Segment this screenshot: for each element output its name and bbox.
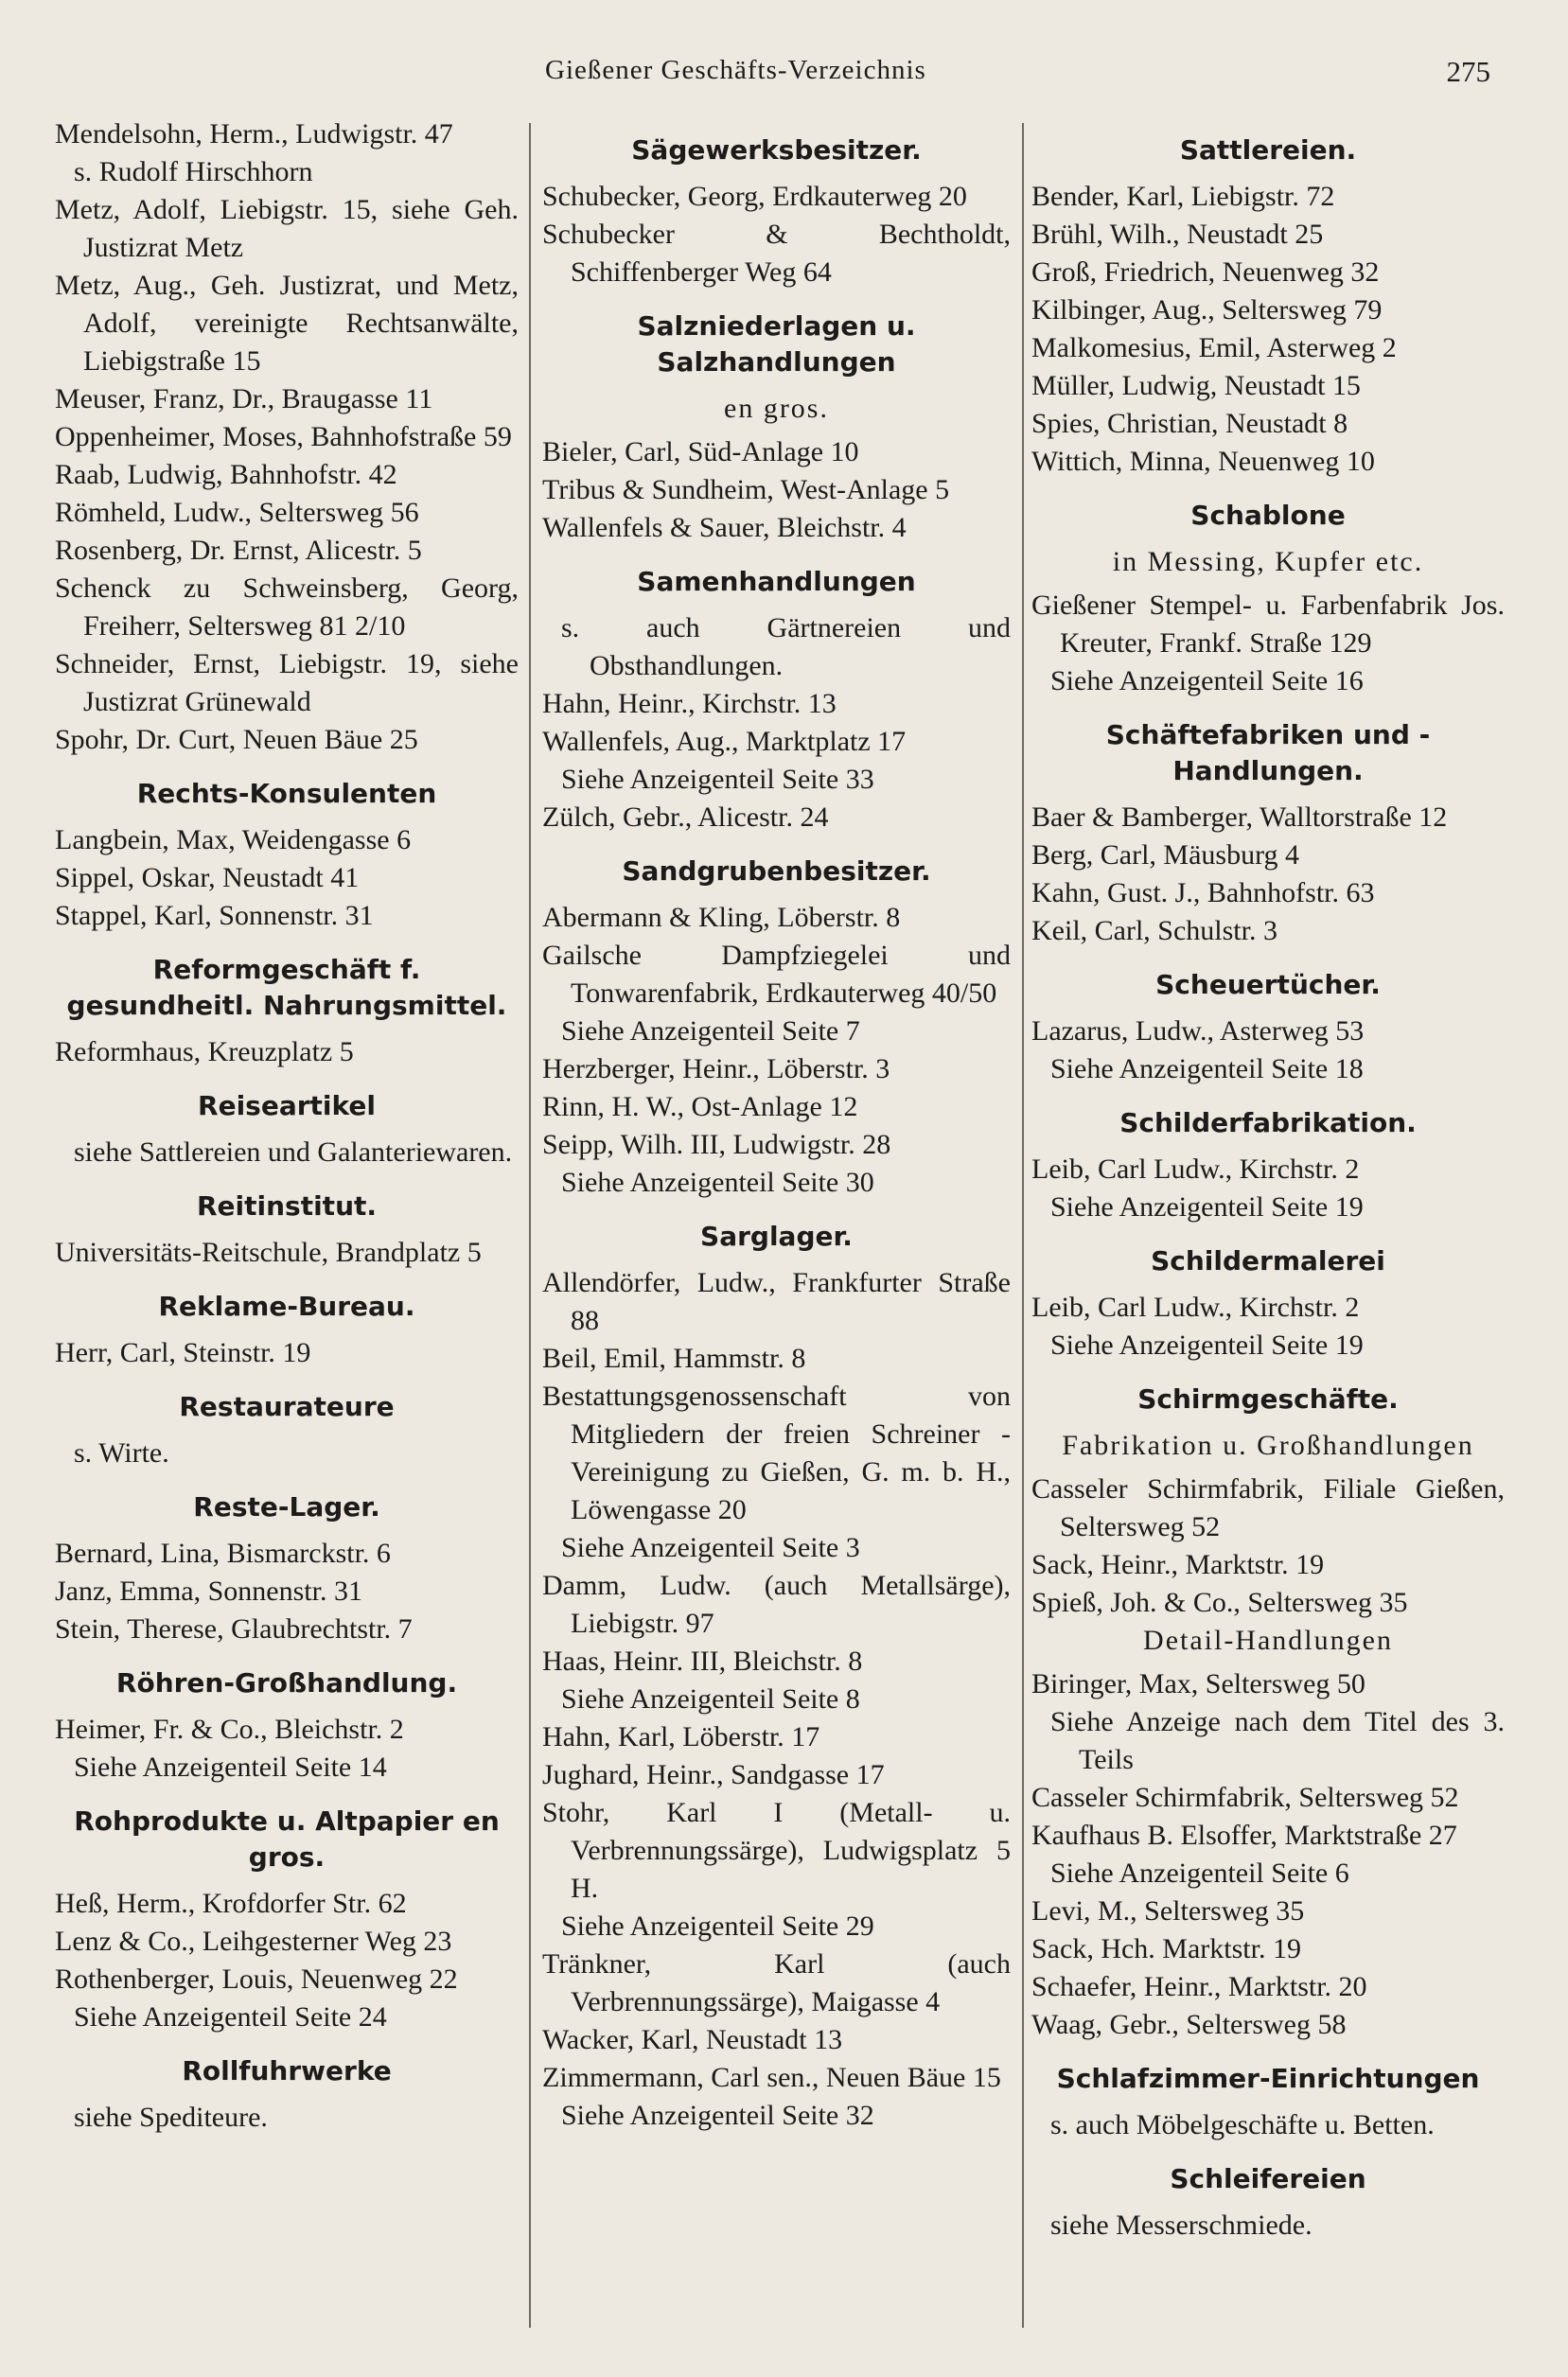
directory-entry: Heimer, Fr. & Co., Bleichstr. 2 — [55, 1714, 404, 1745]
cross-reference: Siehe Anzeigenteil Seite 14 — [74, 1752, 387, 1783]
directory-entry: Rinn, H. W., Ost-Anlage 12 — [542, 1091, 858, 1122]
directory-entry: Biringer, Max, Seltersweg 50 — [1031, 1668, 1365, 1699]
cross-reference: Siehe Anzeigenteil Seite 32 — [561, 2100, 874, 2131]
directory-entry: Rosenberg, Dr. Ernst, Alicestr. 5 — [55, 535, 422, 566]
directory-entry: Berg, Carl, Mäusburg 4 — [1031, 839, 1300, 871]
section-heading: Reklame-Bureau. — [158, 1291, 415, 1322]
directory-entry: Bieler, Carl, Süd-Anlage 10 — [542, 436, 859, 467]
directory-entry: Tränkner, Karl (auch Verbrennungssärge), Maigasse 4 — [542, 1948, 1011, 2017]
directory-section — [1031, 1622, 1505, 2044]
directory-entry: Wallenfels, Aug., Marktplatz 17 — [542, 726, 907, 757]
directory-entry: Leib, Carl Ludw., Kirchstr. 2 — [1031, 1153, 1360, 1185]
directory-entry: Beil, Emil, Hammstr. 8 — [542, 1343, 806, 1374]
section-heading: Schirmgeschäfte. — [1137, 1383, 1399, 1415]
column-left — [55, 115, 519, 2137]
directory-entry: Malkomesius, Emil, Asterweg 2 — [1031, 332, 1397, 363]
directory-entry: Groß, Friedrich, Neuenweg 32 — [1031, 256, 1380, 288]
directory-entry: Zimmermann, Carl sen., Neuen Bäue 15 — [542, 2062, 1001, 2093]
directory-entry: Schneider, Ernst, Liebigstr. 19, siehe Justizrat Grünewald — [55, 648, 519, 717]
directory-section — [542, 308, 1011, 547]
directory-entry: Zülch, Gebr., Alicestr. 24 — [542, 801, 829, 833]
section-heading: Salzniederlagen u. Salzhandlungen — [637, 310, 916, 378]
section-heading: Reste-Lager. — [193, 1491, 380, 1523]
directory-entry: Heß, Herm., Krofdorfer Str. 62 — [55, 1888, 407, 1919]
cross-reference: s. Wirte. — [74, 1437, 169, 1469]
directory-entry: Spies, Christian, Neustadt 8 — [1031, 408, 1348, 439]
directory-section — [1031, 132, 1505, 481]
cross-reference: Siehe Anzeigenteil Seite 29 — [561, 1910, 874, 1942]
directory-entry: Wacker, Karl, Neustadt 13 — [542, 2024, 843, 2055]
section-heading: Schleifereien — [1170, 2163, 1366, 2194]
cross-reference: siehe Sattlereien und Galanteriewaren. — [74, 1136, 513, 1168]
directory-entry: Schenck zu Schweinsberg, Georg, Freiherr, Seltersweg 81 2/10 — [55, 572, 519, 642]
section-heading: Schäftefabriken und -Handlungen. — [1105, 719, 1431, 786]
directory-entry: Damm, Ludw. (auch Metallsärge), Liebigstr. 97 — [542, 1570, 1011, 1639]
directory-entry: Müller, Ludwig, Neustadt 15 — [1031, 370, 1361, 401]
cross-reference: s. auch Möbelgeschäfte u. Betten. — [1050, 2109, 1435, 2140]
section-heading: Sägewerksbesitzer. — [631, 134, 922, 166]
directory-entry: Bestattungsgenossenschaft von Mitgliedern der freien Schreiner - Vereinigung zu Gießen, G. m. b. H., Löwengasse 20 — [542, 1381, 1011, 1525]
page-number: 275 — [1446, 55, 1490, 88]
directory-section — [1031, 498, 1505, 700]
directory-entry: Bender, Karl, Liebigstr. 72 — [1031, 181, 1335, 212]
directory-section — [55, 2053, 519, 2137]
section-heading: Reiseartikel — [198, 1090, 376, 1121]
directory-entry: Brühl, Wilh., Neustadt 25 — [1031, 219, 1324, 250]
directory-entry: Tribus & Sundheim, West-Anlage 5 — [542, 474, 950, 505]
section-heading: Röhren-Großhandlung. — [115, 1667, 458, 1699]
directory-entry: Wallenfels & Sauer, Bleichstr. 4 — [542, 512, 907, 543]
directory-section — [55, 1389, 519, 1472]
directory-section — [542, 854, 1011, 1202]
running-head — [530, 55, 1514, 102]
directory-section — [55, 1289, 519, 1372]
directory-entry: Herzberger, Heinr., Löberstr. 3 — [542, 1053, 890, 1084]
directory-section — [55, 1088, 519, 1171]
directory-entry: Casseler Schirmfabrik, Seltersweg 52 — [1031, 1782, 1459, 1813]
directory-section — [1031, 1382, 1505, 1622]
directory-entry: Allendörfer, Ludw., Frankfurter Straße 88 — [542, 1267, 1011, 1336]
directory-entry: Herr, Carl, Steinstr. 19 — [55, 1337, 311, 1368]
section-note: en gros. — [724, 393, 829, 424]
cross-reference: Siehe Anzeigenteil Seite 18 — [1050, 1053, 1364, 1084]
directory-entry: Stappel, Karl, Sonnenstr. 31 — [55, 900, 374, 931]
section-heading: Rechts-Konsulenten — [136, 778, 437, 809]
directory-entry: Haas, Heinr. III, Bleichstr. 8 — [542, 1646, 863, 1677]
directory-entry: Metz, Adolf, Liebigstr. 15, siehe Geh. Justizrat Metz — [55, 194, 519, 263]
directory-section — [1031, 717, 1505, 950]
directory-entry: Reformhaus, Kreuzplatz 5 — [55, 1036, 354, 1067]
cross-reference: siehe Messerschmiede. — [1050, 2210, 1313, 2241]
directory-entry: Janz, Emma, Sonnenstr. 31 — [55, 1576, 362, 1607]
directory-entry: Schubecker, Georg, Erdkauterweg 20 — [542, 181, 967, 212]
section-note: Fabrikation u. Großhandlungen — [1062, 1430, 1474, 1461]
section-heading: Reitinstitut. — [196, 1190, 378, 1222]
directory-entry: Raab, Ludwig, Bahnhofstr. 42 — [55, 459, 397, 490]
section-heading: Scheuertücher. — [1155, 969, 1381, 1000]
directory-entry: Waag, Gebr., Seltersweg 58 — [1031, 2009, 1347, 2040]
directory-entry: Lenz & Co., Leihgesterner Weg 23 — [55, 1926, 452, 1957]
cross-reference: Siehe Anzeigenteil Seite 3 — [561, 1532, 860, 1563]
directory-entry: Meuser, Franz, Dr., Braugasse 11 — [55, 383, 433, 414]
cross-reference: Siehe Anzeigenteil Seite 19 — [1050, 1191, 1364, 1223]
directory-entry: Spohr, Dr. Curt, Neuen Bäue 25 — [55, 724, 418, 755]
directory-entry: Gießener Stempel- u. Farbenfabrik Jos. Kreuter, Frankf. Straße 129 — [1031, 590, 1505, 659]
directory-entry: Seipp, Wilh. III, Ludwigstr. 28 — [542, 1129, 891, 1160]
directory-section — [1031, 1105, 1505, 1226]
directory-entry: Römheld, Ludw., Seltersweg 56 — [55, 497, 419, 528]
section-heading: Sandgrubenbesitzer. — [622, 855, 931, 887]
directory-entry: Mendelsohn, Herm., Ludwigstr. 47 — [55, 118, 453, 150]
directory-entry: Leib, Carl Ludw., Kirchstr. 2 — [1031, 1292, 1360, 1323]
directory-entry: Schubecker & Bechtholdt, Schiffenberger Weg 64 — [542, 219, 1011, 288]
directory-entry: Wittich, Minna, Neuenweg 10 — [1031, 446, 1375, 477]
section-heading: Restaurateure — [179, 1391, 395, 1422]
column-rule — [1022, 123, 1024, 2328]
directory-entry: Oppenheimer, Moses, Bahnhofstraße 59 — [55, 421, 512, 452]
directory-section — [1031, 967, 1505, 1088]
directory-section — [55, 952, 519, 1071]
directory-entry: Hahn, Karl, Löberstr. 17 — [542, 1721, 820, 1752]
column-right — [1031, 115, 1505, 2245]
directory-section — [55, 1489, 519, 1648]
directory-section — [55, 1665, 519, 1787]
section-heading: Schilderfabrikation. — [1119, 1107, 1417, 1138]
directory-section — [542, 132, 1011, 291]
cross-reference: Siehe Anzeigenteil Seite 16 — [1050, 665, 1364, 696]
directory-section — [1031, 1243, 1505, 1365]
cross-reference: Siehe Anzeigenteil Seite 24 — [74, 2001, 387, 2033]
directory-entry: Kilbinger, Aug., Seltersweg 79 — [1031, 294, 1383, 326]
directory-entry: Abermann & Kling, Löberstr. 8 — [542, 902, 901, 933]
cross-reference: s. auch Gärtnereien und Obsthandlungen. — [561, 612, 1011, 681]
directory-entry: Bernard, Lina, Bismarckstr. 6 — [55, 1538, 391, 1569]
directory-entry: Kahn, Gust. J., Bahnhofstr. 63 — [1031, 877, 1375, 908]
section-heading: Schildermalerei — [1151, 1245, 1385, 1277]
directory-section — [55, 1188, 519, 1272]
section-heading: Schablone — [1190, 500, 1346, 531]
directory-section — [55, 1804, 519, 2036]
section-heading: Schlafzimmer-Einrichtungen — [1056, 2063, 1480, 2094]
directory-section — [55, 115, 519, 759]
cross-reference: Siehe Anzeigenteil Seite 8 — [561, 1683, 860, 1715]
directory-entry: Stein, Therese, Glaubrechtstr. 7 — [55, 1613, 413, 1645]
directory-entry: Lazarus, Ludw., Asterweg 53 — [1031, 1015, 1365, 1047]
directory-entry: Keil, Carl, Schulstr. 3 — [1031, 915, 1277, 946]
section-heading: Rollfuhrwerke — [182, 2055, 392, 2086]
cross-reference: Siehe Anzeigenteil Seite 19 — [1050, 1329, 1364, 1361]
cross-reference: siehe Spediteure. — [74, 2102, 268, 2133]
directory-entry: Sack, Heinr., Marktstr. 19 — [1031, 1549, 1325, 1580]
section-heading: Rohprodukte u. Altpapier en gros. — [74, 1805, 500, 1873]
directory-entry: Rothenberger, Louis, Neuenweg 22 — [55, 1963, 458, 1995]
directory-entry: Sippel, Oskar, Neustadt 41 — [55, 862, 360, 893]
directory-section — [542, 1219, 1011, 2135]
running-head-title: Gießener Geschäfts-Verzeichnis — [545, 55, 926, 85]
cross-reference: Siehe Anzeigenteil Seite 7 — [561, 1015, 860, 1047]
directory-entry: Schaefer, Heinr., Marktstr. 20 — [1031, 1971, 1367, 2002]
cross-reference: Siehe Anzeigenteil Seite 30 — [561, 1167, 874, 1198]
directory-section — [542, 564, 1011, 836]
directory-entry: Kaufhaus B. Elsoffer, Marktstraße 27 — [1031, 1820, 1457, 1851]
section-note: in Messing, Kupfer etc. — [1112, 546, 1424, 577]
directory-entry: Metz, Aug., Geh. Justizrat, und Metz, Adolf, vereinigte Rechtsanwälte, Liebigstraße 15 — [55, 270, 519, 377]
directory-entry: Spieß, Joh. & Co., Seltersweg 35 — [1031, 1587, 1408, 1618]
directory-entry: Universitäts-Reitschule, Brandplatz 5 — [55, 1237, 482, 1268]
cross-reference: Siehe Anzeigenteil Seite 33 — [561, 764, 874, 795]
column-middle — [542, 115, 1011, 2135]
section-heading: Sarglager. — [700, 1221, 853, 1252]
directory-entry: Hahn, Heinr., Kirchstr. 13 — [542, 688, 837, 719]
directory-section — [1031, 2161, 1505, 2245]
cross-reference: Siehe Anzeige nach dem Titel des 3. Teils — [1050, 1706, 1505, 1775]
section-heading: Sattlereien. — [1179, 134, 1357, 166]
directory-entry: Gailsche Dampfziegelei und Tonwarenfabrik, Erdkauterweg 40/50 — [542, 940, 1011, 1009]
cross-reference: Siehe Anzeigenteil Seite 6 — [1050, 1858, 1349, 1889]
directory-entry: Casseler Schirmfabrik, Filiale Gießen, Seltersweg 52 — [1031, 1473, 1505, 1542]
column-rule — [529, 123, 531, 2328]
directory-entry: Sack, Hch. Marktstr. 19 — [1031, 1933, 1301, 1964]
section-heading: Samenhandlungen — [637, 566, 916, 597]
directory-entry: Stohr, Karl I (Metall- u. Verbrennungssärge), Ludwigsplatz 5 H. — [542, 1797, 1011, 1904]
directory-section — [1031, 2061, 1505, 2144]
directory-entry: Jughard, Heinr., Sandgasse 17 — [542, 1759, 885, 1790]
directory-entry: Levi, M., Seltersweg 35 — [1031, 1895, 1305, 1927]
cross-reference: s. Rudolf Hirschhorn — [74, 156, 313, 187]
directory-section — [55, 776, 519, 935]
directory-entry: Baer & Bamberger, Walltorstraße 12 — [1031, 801, 1448, 833]
section-heading: Reformgeschäft f. gesundheitl. Nahrungsmittel. — [66, 954, 507, 1021]
section-note: Detail-Handlungen — [1143, 1625, 1393, 1656]
directory-entry: Langbein, Max, Weidengasse 6 — [55, 824, 412, 855]
